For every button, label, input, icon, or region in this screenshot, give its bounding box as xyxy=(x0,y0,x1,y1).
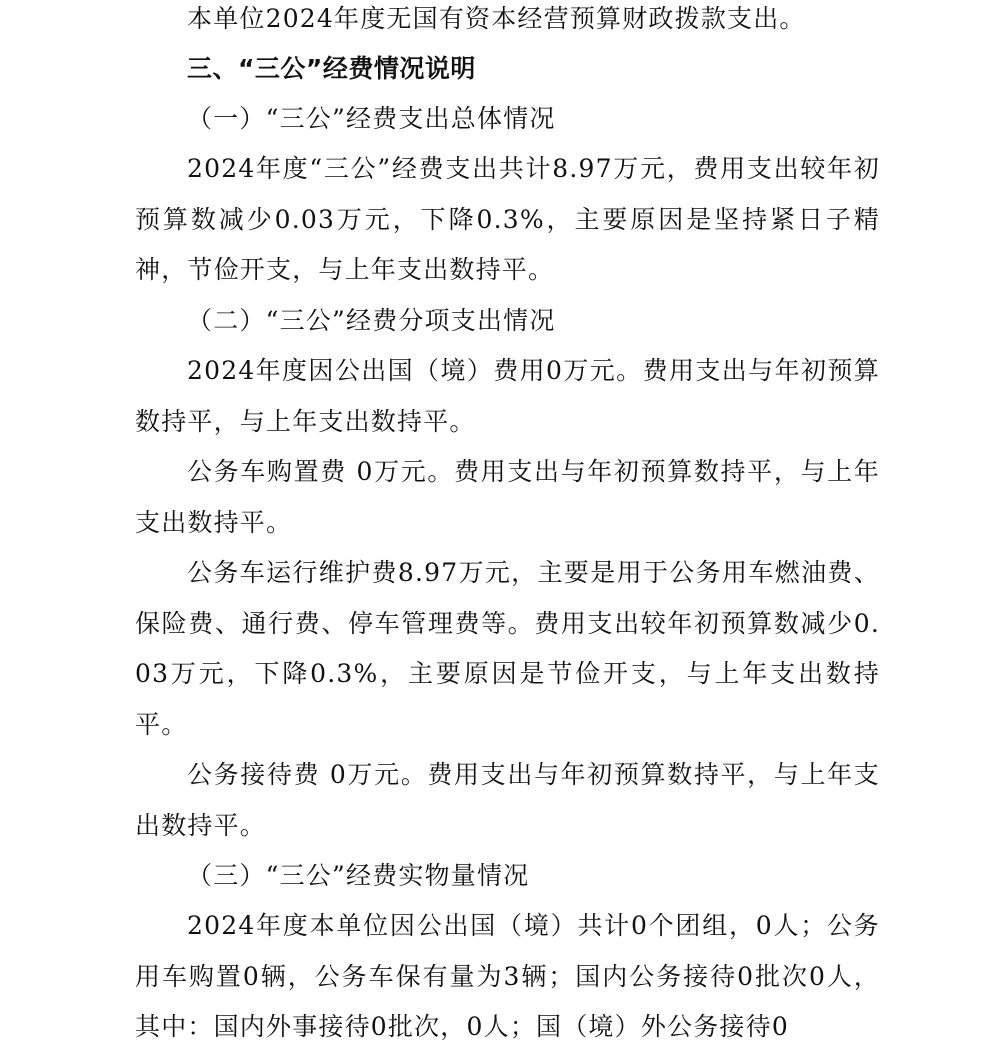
paragraph-physical-quantity: 2024年度本单位因公出国（境）共计0个团组，0人；公务用车购置0辆，公务车保有量为3辆；国内公务接待0批次0人，其中：国内外事接待0批次，0人；国（境）外公务接待0 xyxy=(135,911,880,1041)
subheading-physical-quantity: （三）“三公”经费实物量情况 xyxy=(187,861,530,890)
paragraph-state-capital-budget: 本单位2024年度无国有资本经营预算财政拨款支出。 xyxy=(187,4,806,33)
paragraph-reception: 公务接待费 0万元。费用支出与年初预算数持平，与上年支出数持平。 xyxy=(135,760,880,840)
paragraph-overall: 2024年度“三公”经费支出共计8.97万元，费用支出较年初预算数减少0.03万元，下降0.3%，主要原因是坚持紧日子精神，节俭开支，与上年支出数持平。 xyxy=(135,154,880,284)
paragraph-vehicle-purchase: 公务车购置费 0万元。费用支出与年初预算数持平，与上年支出数持平。 xyxy=(135,457,880,537)
section-heading-three-public: 三、“三公”经费情况说明 xyxy=(187,54,476,83)
subheading-itemized: （二）“三公”经费分项支出情况 xyxy=(187,306,556,335)
paragraph-overseas-travel: 2024年度因公出国（境）费用0万元。费用支出与年初预算数持平，与上年支出数持平。 xyxy=(135,356,880,436)
subheading-overall: （一）“三公”经费支出总体情况 xyxy=(187,104,556,133)
paragraph-vehicle-maintenance: 公务车运行维护费8.97万元，主要是用于公务用车燃油费、保险费、通行费、停车管理费等。费用支出较年初预算数减少0.03万元，下降0.3%，主要原因是节俭开支，与上年支出数持平。 xyxy=(135,558,880,739)
